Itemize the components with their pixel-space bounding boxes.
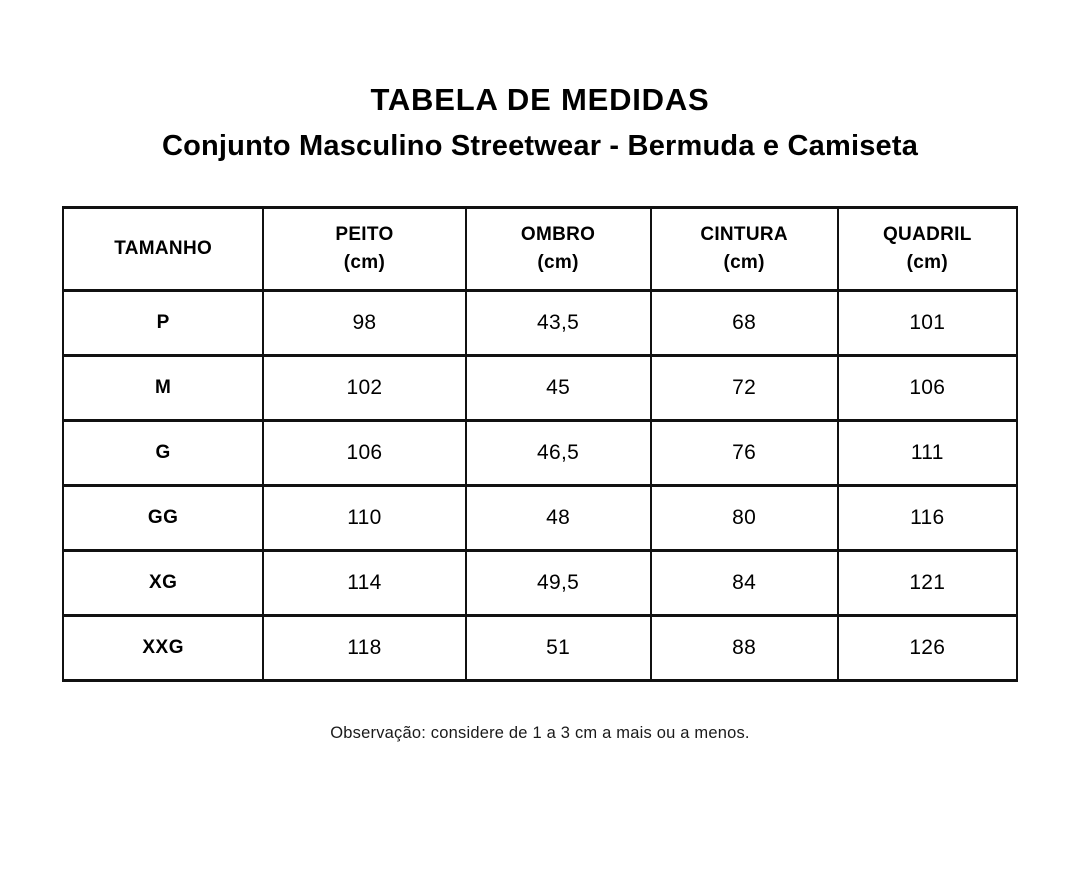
cintura-cell: 80 [651, 485, 838, 550]
quadril-cell: 111 [838, 420, 1017, 485]
ombro-cell: 46,5 [466, 420, 651, 485]
column-header-peito [263, 207, 465, 290]
size-cell: GG [63, 485, 263, 550]
size-cell: G [63, 420, 263, 485]
header-row [63, 207, 1017, 290]
column-header-label: QUADRIL [882, 224, 972, 246]
table-row-gg [63, 485, 1017, 550]
peito-cell: 106 [263, 420, 465, 485]
quadril-cell: 121 [838, 550, 1017, 615]
peito-cell: 114 [263, 550, 465, 615]
column-header-tamanho [63, 207, 263, 290]
size-cell: P [63, 290, 263, 355]
column-header-label: TAMANHO [114, 238, 213, 260]
cintura-cell: 88 [651, 615, 838, 680]
page-title: TABELA DE MEDIDAS [370, 82, 710, 117]
column-header-unit: (cm) [723, 251, 765, 273]
column-header-unit: (cm) [343, 251, 386, 273]
column-header-ombro [466, 207, 651, 290]
column-header-label: PEITO [335, 224, 394, 246]
table-row-xg [63, 550, 1017, 615]
column-header-unit: (cm) [906, 251, 948, 273]
cintura-cell: 68 [651, 290, 838, 355]
size-chart-table [62, 206, 1018, 682]
size-cell: XG [63, 550, 263, 615]
column-header-cintura [651, 207, 838, 290]
column-header-quadril [838, 207, 1017, 290]
peito-cell: 98 [263, 290, 465, 355]
cintura-cell: 72 [651, 355, 838, 420]
peito-cell: 118 [263, 615, 465, 680]
column-header-unit: (cm) [537, 251, 579, 273]
size-cell: XXG [63, 615, 263, 680]
ombro-cell: 43,5 [466, 290, 651, 355]
quadril-cell: 116 [838, 485, 1017, 550]
ombro-cell: 49,5 [466, 550, 651, 615]
table-row-g [63, 420, 1017, 485]
quadril-cell: 101 [838, 290, 1017, 355]
page-subtitle: Conjunto Masculino Streetwear - Bermuda e Camiseta [161, 129, 919, 162]
column-header-label: OMBRO [520, 224, 596, 246]
column-header-label: CINTURA [700, 224, 788, 246]
observation-note: Observação: considere de 1 a 3 cm a mais ou a menos. [330, 723, 750, 742]
ombro-cell: 45 [466, 355, 651, 420]
quadril-cell: 126 [838, 615, 1017, 680]
table-row-xxg [63, 615, 1017, 680]
peito-cell: 110 [263, 485, 465, 550]
ombro-cell: 51 [466, 615, 651, 680]
size-cell: M [63, 355, 263, 420]
cintura-cell: 76 [651, 420, 838, 485]
table-row-p [63, 290, 1017, 355]
peito-cell: 102 [263, 355, 465, 420]
quadril-cell: 106 [838, 355, 1017, 420]
table-row-m [63, 355, 1017, 420]
cintura-cell: 84 [651, 550, 838, 615]
ombro-cell: 48 [466, 485, 651, 550]
